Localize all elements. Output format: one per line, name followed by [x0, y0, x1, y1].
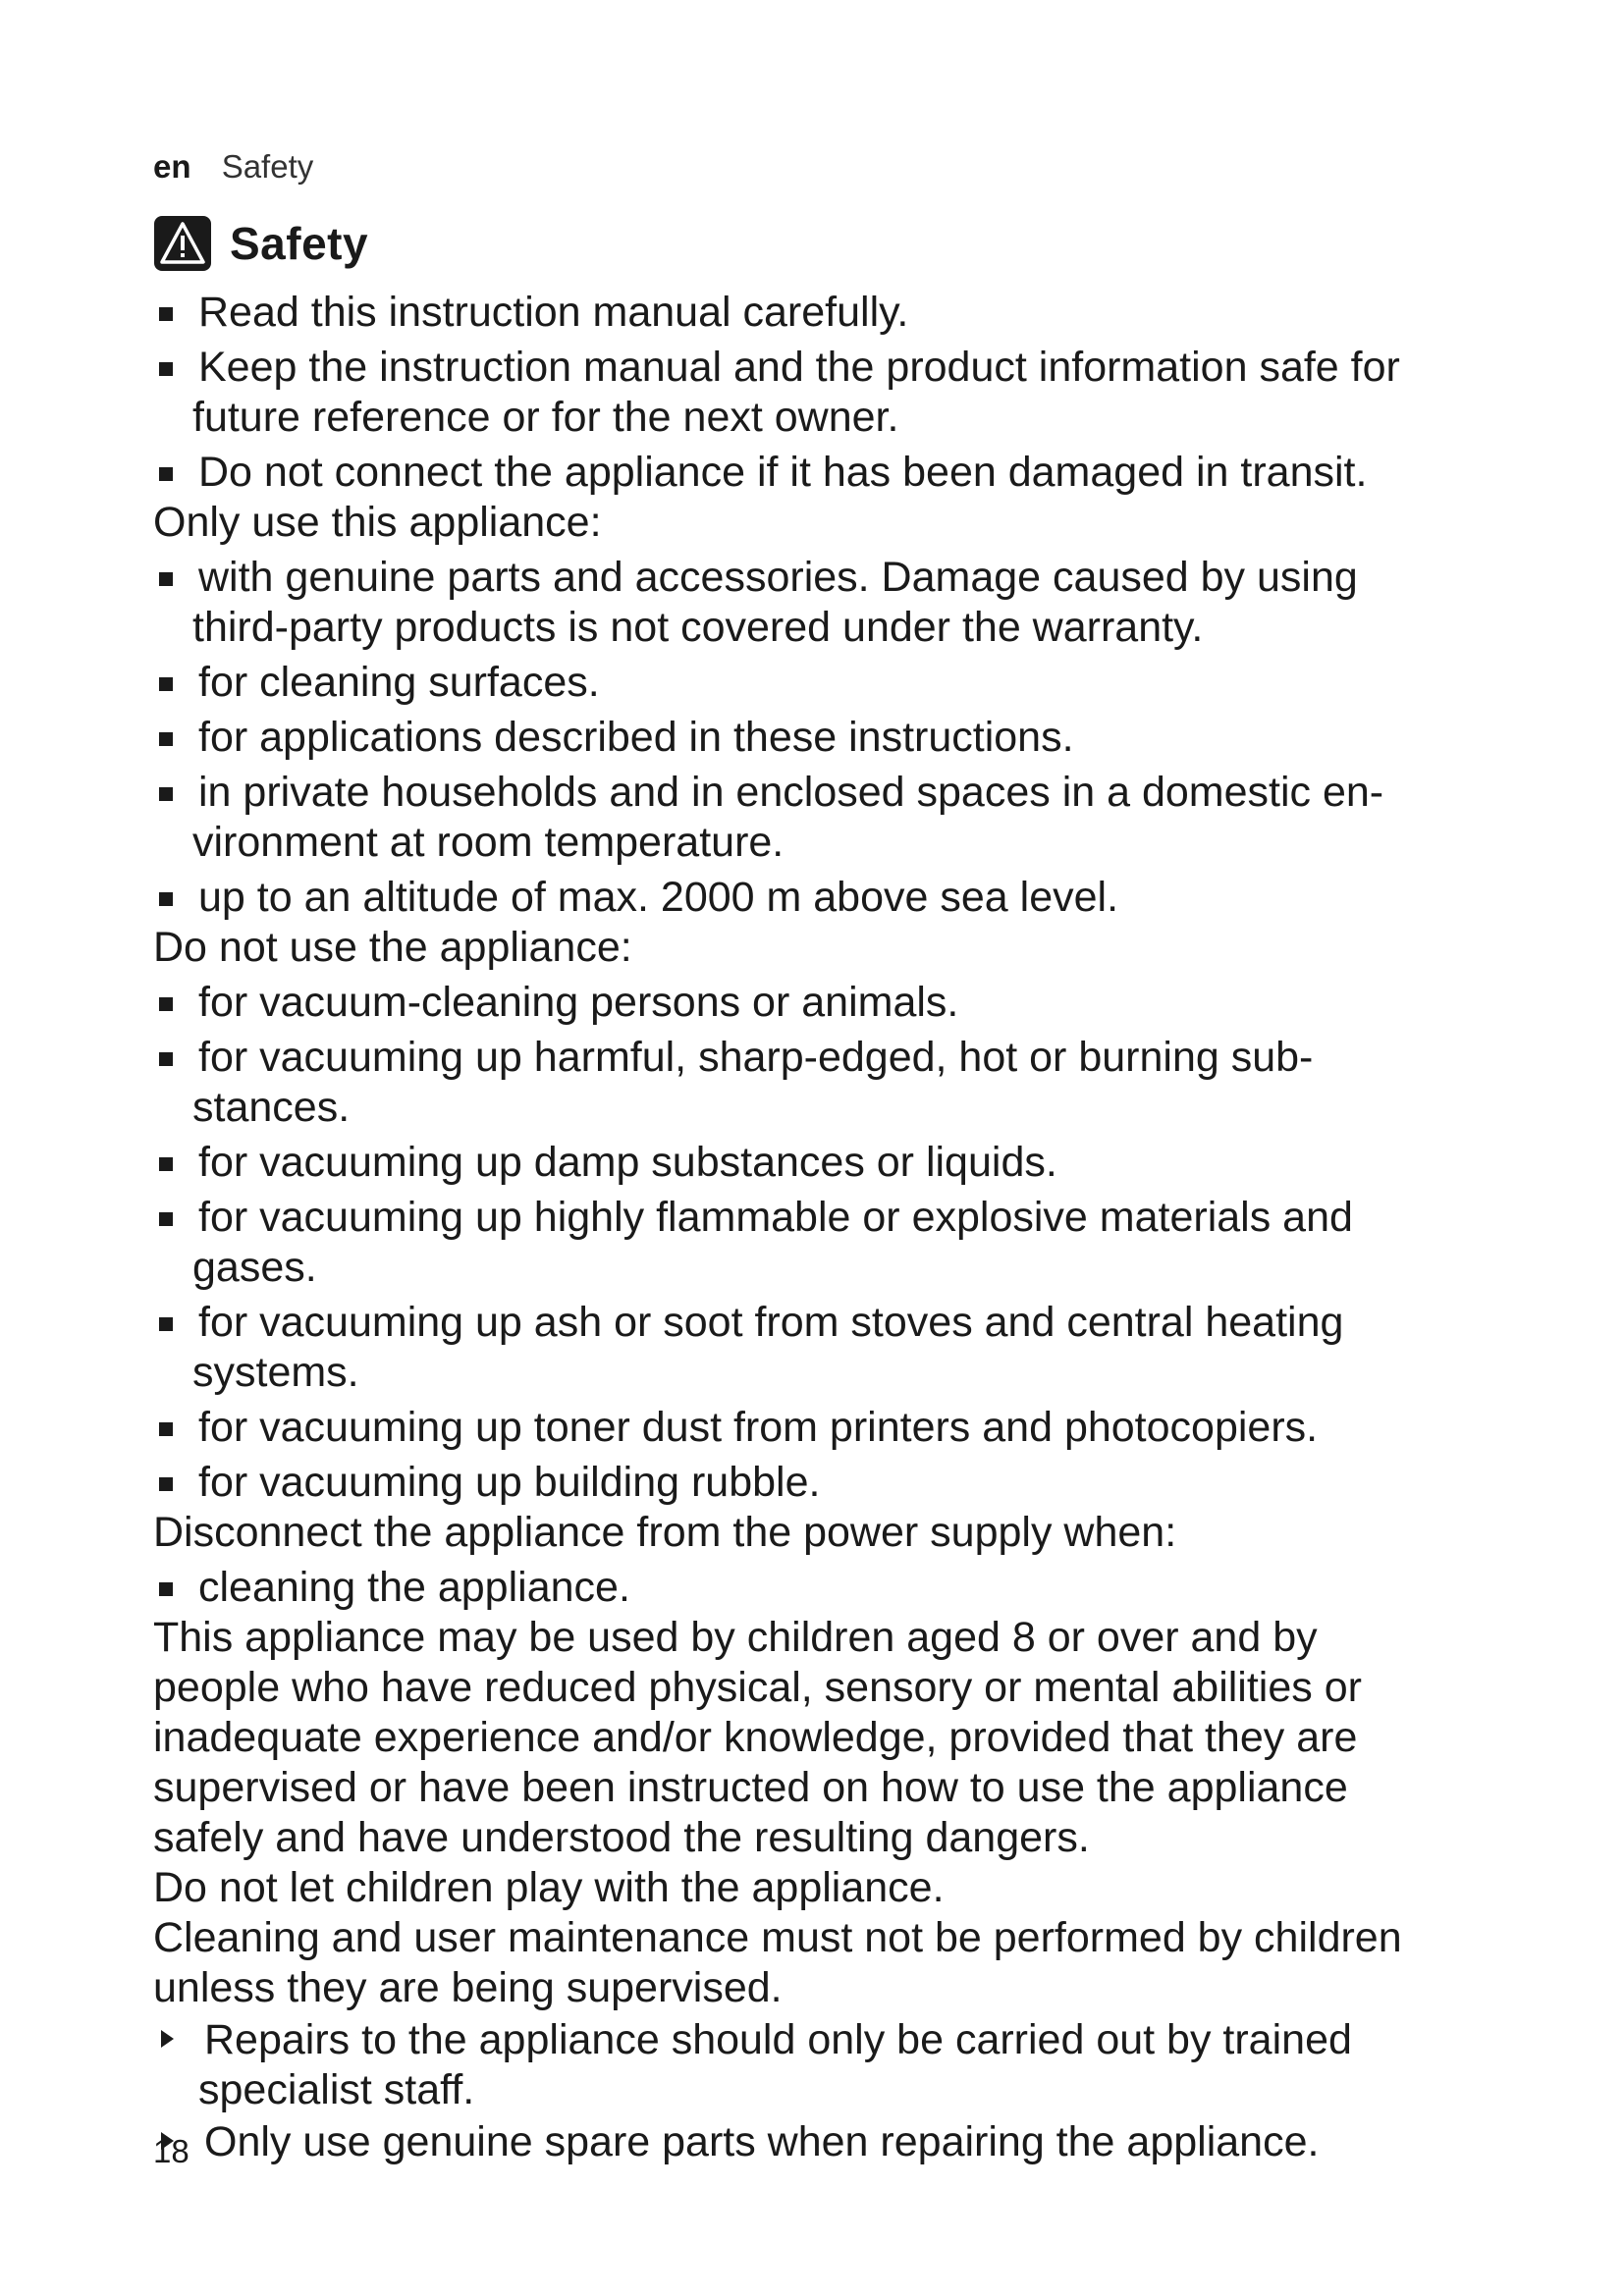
bullet-item	[153, 658, 1528, 708]
text-line: for vacuum-cleaning persons or animals.	[198, 979, 959, 1026]
bullet-item	[153, 768, 1528, 868]
bullet-item	[153, 1298, 1528, 1398]
text-line: for vacuuming up highly flammable or explosive materials and	[198, 1194, 1353, 1241]
text-line: for vacuuming up ash or soot from stoves and central heating	[198, 1299, 1344, 1346]
text-line: gases.	[192, 1244, 317, 1291]
text-line: specialist staff.	[198, 2066, 475, 2113]
bullet-item	[153, 288, 1528, 338]
text-line: Do not let children play with the appliance.	[153, 1864, 945, 1911]
bullet-item	[153, 713, 1528, 763]
text-line: supervised or have been instructed on how to use the appliance	[153, 1764, 1348, 1811]
text-line: for cleaning surfaces.	[198, 659, 600, 706]
text-line: Do not connect the appliance if it has been damaged in transit.	[198, 449, 1368, 496]
bullet-item	[153, 1403, 1528, 1453]
bullet-item	[153, 873, 1528, 923]
text-line: Read this instruction manual carefully.	[198, 289, 909, 336]
language-code: en	[153, 148, 191, 185]
safety-content	[153, 283, 1528, 2167]
text-line: This appliance may be used by children aged 8 or over and by	[153, 1614, 1318, 1661]
text-line: for applications described in these instructions.	[198, 714, 1074, 761]
page-number: 18	[153, 2133, 189, 2169]
paragraph	[153, 1863, 1528, 1913]
text-line: up to an altitude of max. 2000 m above sea level.	[198, 874, 1119, 921]
text-line: for vacuuming up harmful, sharp-edged, hot or burning sub-	[198, 1034, 1314, 1081]
section-title	[153, 214, 368, 273]
header-section-name: Safety	[221, 148, 314, 185]
text-line: safely and have understood the resulting dangers.	[153, 1814, 1090, 1861]
text-line: for vacuuming up toner dust from printers and photocopiers.	[198, 1404, 1319, 1451]
bullet-item	[153, 1563, 1528, 1613]
bullet-item	[153, 978, 1528, 1028]
warning-triangle-icon	[153, 215, 212, 272]
paragraph	[153, 923, 1528, 973]
bullet-item	[153, 1458, 1528, 1508]
text-line: people who have reduced physical, sensory or mental abilities or	[153, 1664, 1362, 1711]
text-line: for vacuuming up building rubble.	[198, 1459, 821, 1506]
text-line: Keep the instruction manual and the product information safe for	[198, 344, 1400, 391]
bullet-item	[153, 1033, 1528, 1133]
text-line: inadequate experience and/or knowledge, provided that they are	[153, 1714, 1358, 1761]
text-line: Do not use the appliance:	[153, 924, 632, 971]
paragraph	[153, 498, 1528, 548]
bullet-item	[153, 343, 1528, 443]
text-line: third-party products is not covered under the warranty.	[192, 604, 1204, 651]
text-line: stances.	[192, 1084, 351, 1131]
running-header	[153, 147, 313, 187]
text-line: Disconnect the appliance from the power supply when:	[153, 1509, 1177, 1556]
action-step	[153, 2117, 1528, 2167]
bullet-item	[153, 1193, 1528, 1293]
text-line: in private households and in enclosed spaces in a domestic en-	[198, 769, 1384, 816]
page-title: Safety	[230, 218, 369, 269]
text-line: Only use genuine spare parts when repairing the appliance.	[204, 2118, 1320, 2165]
text-line: unless they are being supervised.	[153, 1964, 783, 2011]
bullet-item	[153, 448, 1528, 498]
bullet-item	[153, 553, 1528, 653]
text-line: with genuine parts and accessories. Damage caused by using	[198, 554, 1358, 601]
text-line: systems.	[192, 1349, 359, 1396]
text-line: Repairs to the appliance should only be carried out by trained	[204, 2016, 1352, 2063]
action-step	[153, 2015, 1528, 2115]
text-line: for vacuuming up damp substances or liquids.	[198, 1139, 1057, 1186]
bullet-item	[153, 1138, 1528, 1188]
text-line: Cleaning and user maintenance must not be performed by children	[153, 1914, 1402, 1961]
text-line: Only use this appliance:	[153, 499, 602, 546]
paragraph	[153, 1508, 1528, 1558]
text-line: future reference or for the next owner.	[192, 394, 899, 441]
text-line: cleaning the appliance.	[198, 1564, 630, 1611]
paragraph	[153, 1913, 1528, 2013]
text-line: vironment at room temperature.	[192, 819, 785, 866]
paragraph	[153, 1613, 1528, 1863]
